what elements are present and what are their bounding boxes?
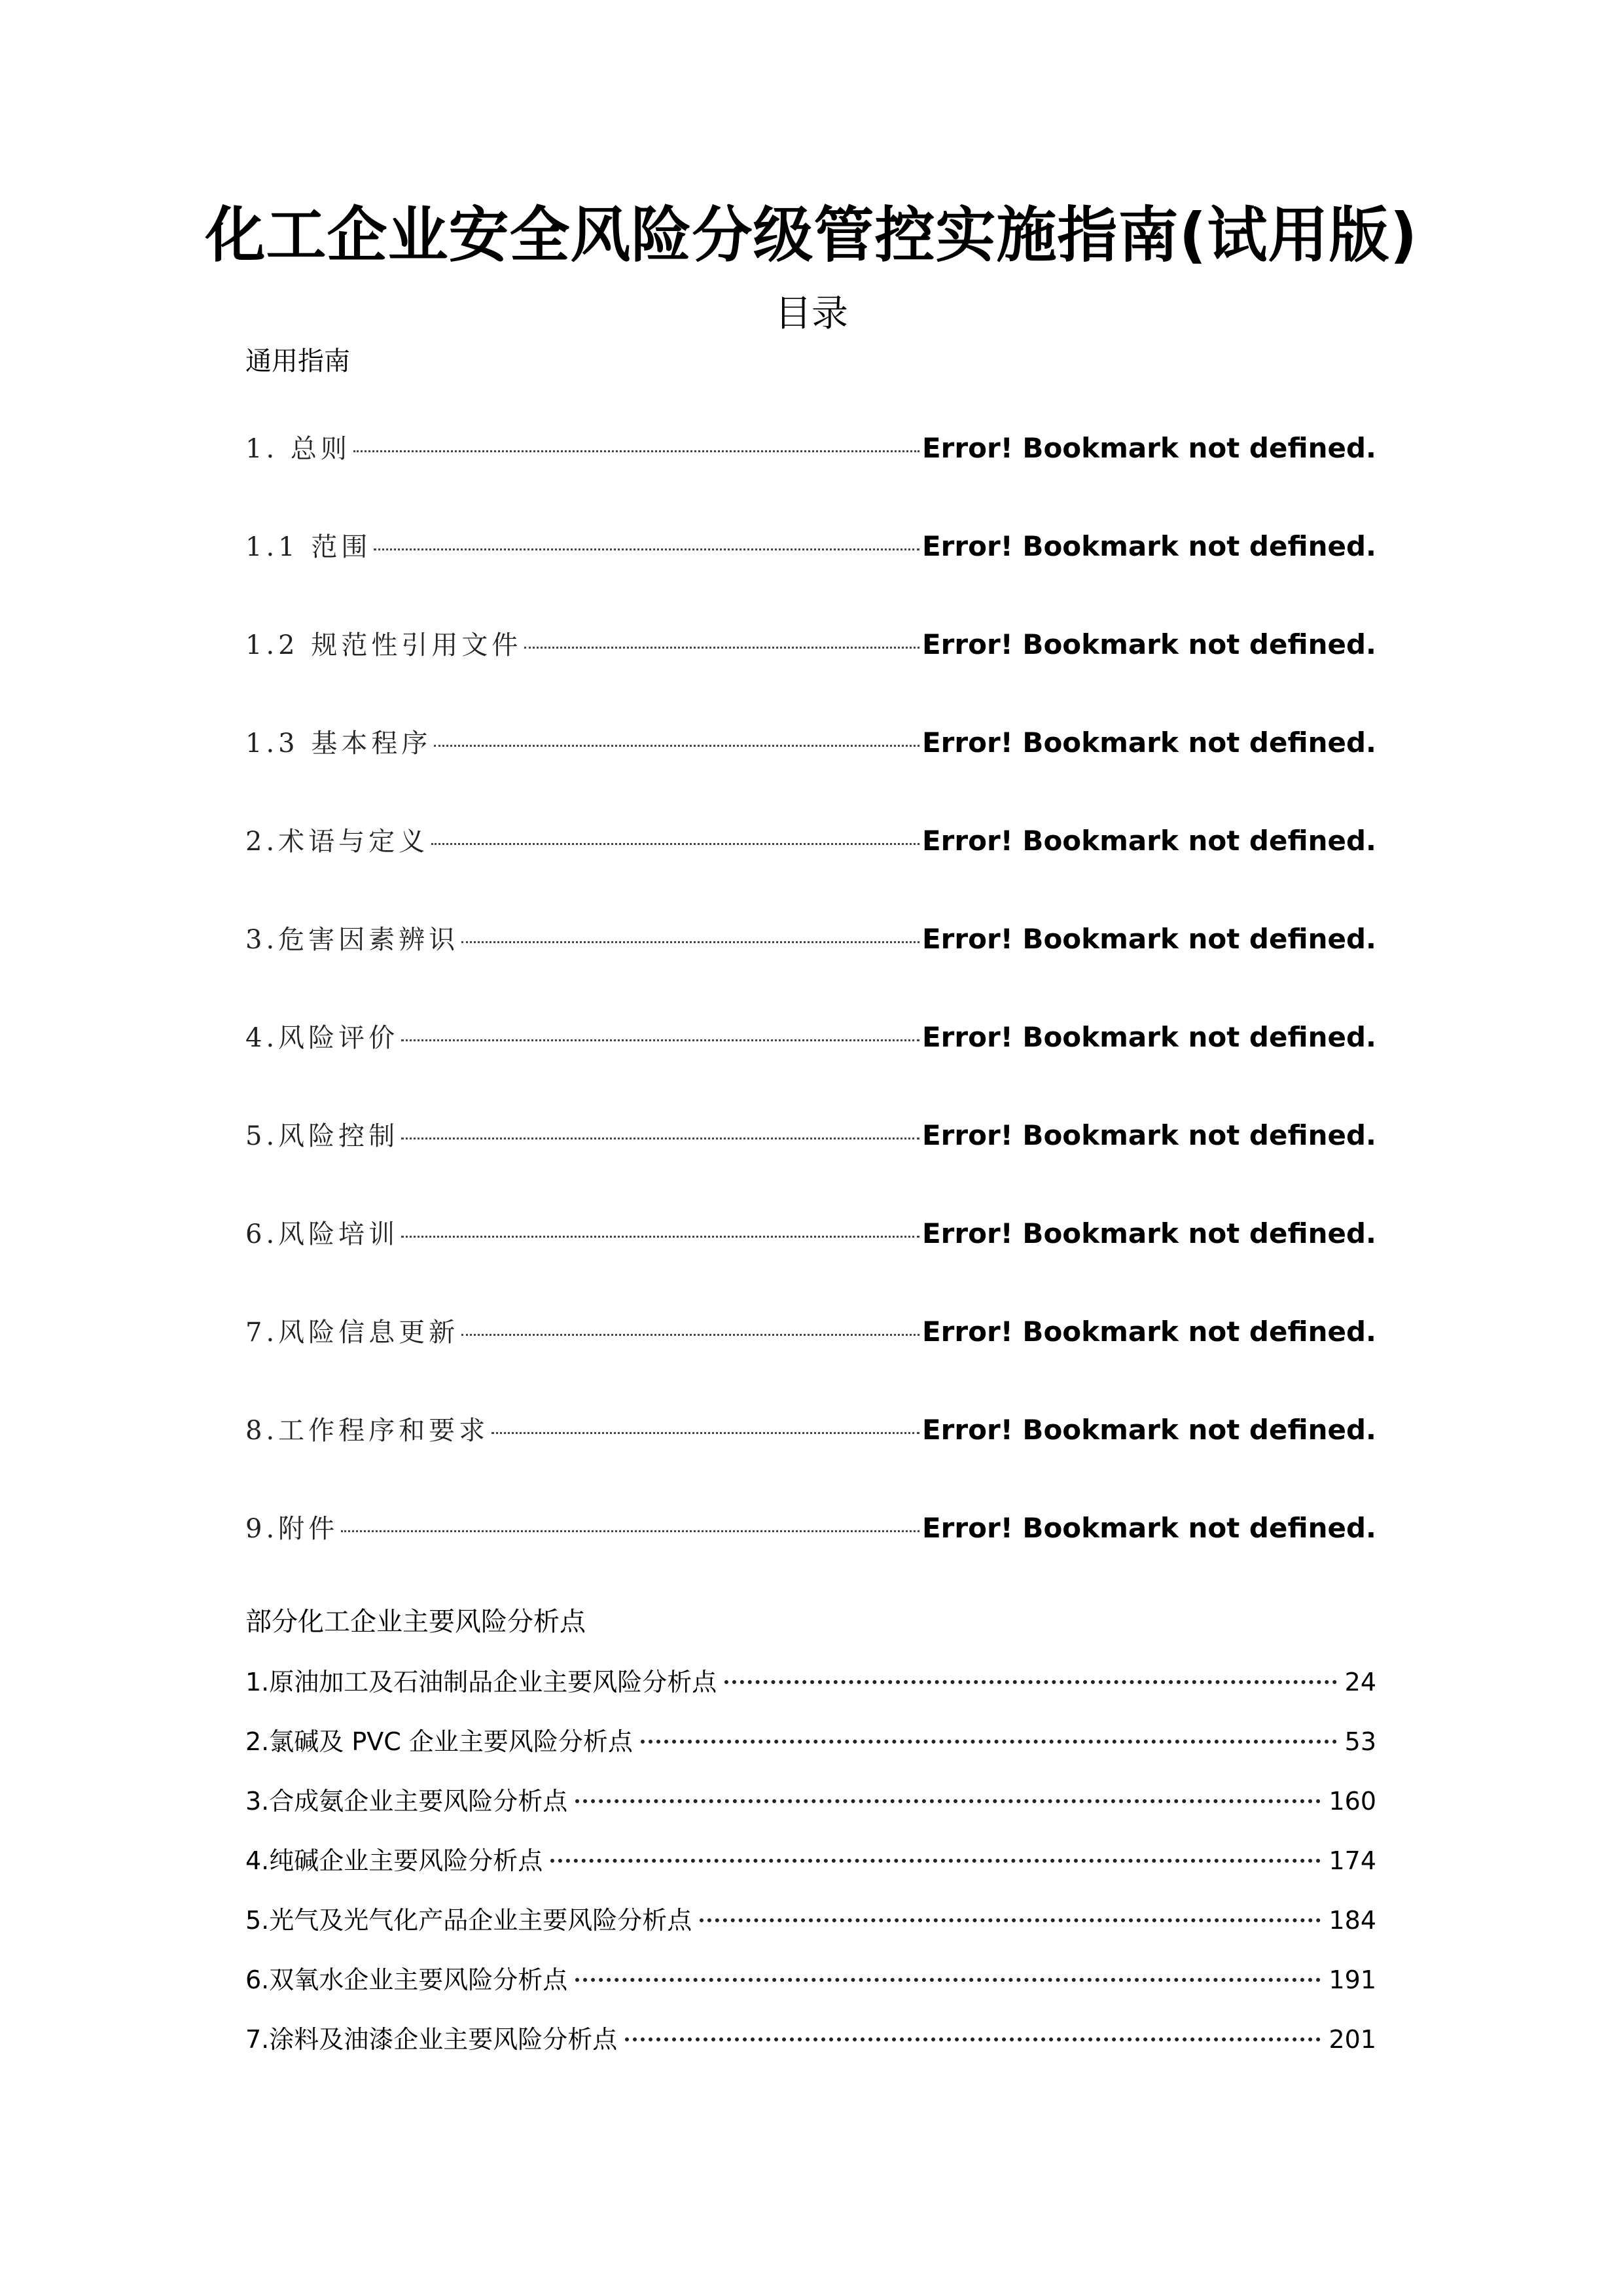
dot-leader <box>401 1138 919 1139</box>
toc-entry-label: 1.原油加工及石油制品企业主要风险分析点 <box>245 1668 717 1696</box>
toc-entry-label: 8.工作程序和要求 <box>245 1416 490 1446</box>
toc-entry-page: 201 <box>1329 2025 1376 2054</box>
toc-entry[interactable] <box>245 1842 1376 1879</box>
toc-entry[interactable] <box>245 821 1376 861</box>
toc-entry[interactable] <box>245 1902 1376 1939</box>
toc-entry-label: 4.纯碱企业主要风险分析点 <box>245 1846 543 1875</box>
dot-leader <box>374 548 919 550</box>
toc-entry[interactable] <box>245 429 1376 469</box>
toc-entry-page: Error! Bookmark not defined. <box>921 1217 1376 1249</box>
toc-entry[interactable] <box>245 527 1376 567</box>
dot-leader <box>431 843 919 845</box>
dot-leader <box>575 1799 1321 1803</box>
toc-entry[interactable] <box>245 2021 1376 2058</box>
toc-entry-page: 53 <box>1344 1727 1376 1756</box>
toc-entry-page: 174 <box>1329 1846 1376 1875</box>
dot-leader <box>401 1236 919 1238</box>
dot-leader <box>550 1859 1321 1863</box>
toc-entry[interactable] <box>245 1214 1376 1254</box>
toc-entry-page: Error! Bookmark not defined. <box>921 1021 1376 1053</box>
toc-entry-label: 2.术语与定义 <box>245 827 429 857</box>
toc-entry[interactable] <box>245 1116 1376 1156</box>
toc-entry-page: 191 <box>1329 1965 1376 1994</box>
toc-entry-label: 1. 总则 <box>245 434 351 464</box>
toc-entry[interactable] <box>245 1783 1376 1820</box>
toc-entry-page: 184 <box>1329 1906 1376 1935</box>
dot-leader <box>461 1334 919 1336</box>
toc-entry-page: Error! Bookmark not defined. <box>921 628 1376 660</box>
toc-entry-label: 1.1 范围 <box>245 532 372 562</box>
dot-leader <box>461 941 919 943</box>
toc-entry[interactable] <box>245 1410 1376 1450</box>
document-title: 化工企业安全风险分级管控实施指南(试用版) <box>205 200 1418 270</box>
toc-entry-label: 4.风险评价 <box>245 1023 399 1053</box>
toc-entry[interactable] <box>245 625 1376 665</box>
toc-entry-label: 7.风险信息更新 <box>245 1318 459 1348</box>
section-label-risk-points: 部分化工企业主要风险分析点 <box>245 1607 586 1637</box>
toc-entry-label: 3.合成氨企业主要风险分析点 <box>245 1787 568 1816</box>
toc-entry[interactable] <box>245 1664 1376 1700</box>
toc-entry-page: Error! Bookmark not defined. <box>921 1512 1376 1544</box>
toc-entry[interactable] <box>245 1312 1376 1352</box>
toc-entry[interactable] <box>245 1723 1376 1760</box>
toc-entry-label: 6.风险培训 <box>245 1219 399 1249</box>
toc-entry-page: Error! Bookmark not defined. <box>921 530 1376 562</box>
toc-entry-page: Error! Bookmark not defined. <box>921 1316 1376 1348</box>
dot-leader <box>625 2037 1321 2041</box>
toc-entry-page: Error! Bookmark not defined. <box>921 825 1376 857</box>
dot-leader <box>401 1039 919 1041</box>
toc-entry-label: 2.氯碱及 PVC 企业主要风险分析点 <box>245 1727 633 1756</box>
toc-entry[interactable] <box>245 1962 1376 1998</box>
toc-entry-label: 6.双氧水企业主要风险分析点 <box>245 1965 568 1994</box>
toc-entry[interactable] <box>245 1018 1376 1058</box>
toc-entry-label: 1.2 规范性引用文件 <box>245 630 522 660</box>
dot-leader <box>724 1680 1336 1684</box>
toc-entry-label: 5.风险控制 <box>245 1121 399 1151</box>
dot-leader <box>575 1978 1321 1982</box>
toc-entry-label: 3.危害因素辨识 <box>245 925 459 955</box>
toc-entry-label: 5.光气及光气化产品企业主要风险分析点 <box>245 1906 692 1935</box>
toc-entry-page: Error! Bookmark not defined. <box>921 1119 1376 1151</box>
toc-entry[interactable] <box>245 920 1376 960</box>
dot-leader <box>641 1740 1337 1744</box>
toc-entry-label: 9.附件 <box>245 1514 339 1544</box>
toc-entry-label: 1.3 基本程序 <box>245 728 432 759</box>
dot-leader <box>700 1918 1321 1922</box>
dot-leader <box>341 1530 919 1532</box>
dot-leader <box>434 745 919 747</box>
section-label-general-guide: 通用指南 <box>245 346 350 376</box>
toc-entry-page: Error! Bookmark not defined. <box>921 1414 1376 1446</box>
toc-entry[interactable] <box>245 723 1376 763</box>
toc-entry-page: Error! Bookmark not defined. <box>921 726 1376 759</box>
toc-entry-page: 24 <box>1344 1668 1376 1696</box>
toc-entry[interactable] <box>245 1509 1376 1549</box>
toc-entry-page: Error! Bookmark not defined. <box>921 432 1376 464</box>
toc-entry-page: 160 <box>1329 1787 1376 1816</box>
dot-leader <box>491 1432 919 1434</box>
toc-heading: 目录 <box>775 293 848 335</box>
toc-entry-label: 7.涂料及油漆企业主要风险分析点 <box>245 2025 618 2054</box>
toc-entry-page: Error! Bookmark not defined. <box>921 923 1376 955</box>
dot-leader <box>353 450 919 452</box>
dot-leader <box>524 647 919 649</box>
